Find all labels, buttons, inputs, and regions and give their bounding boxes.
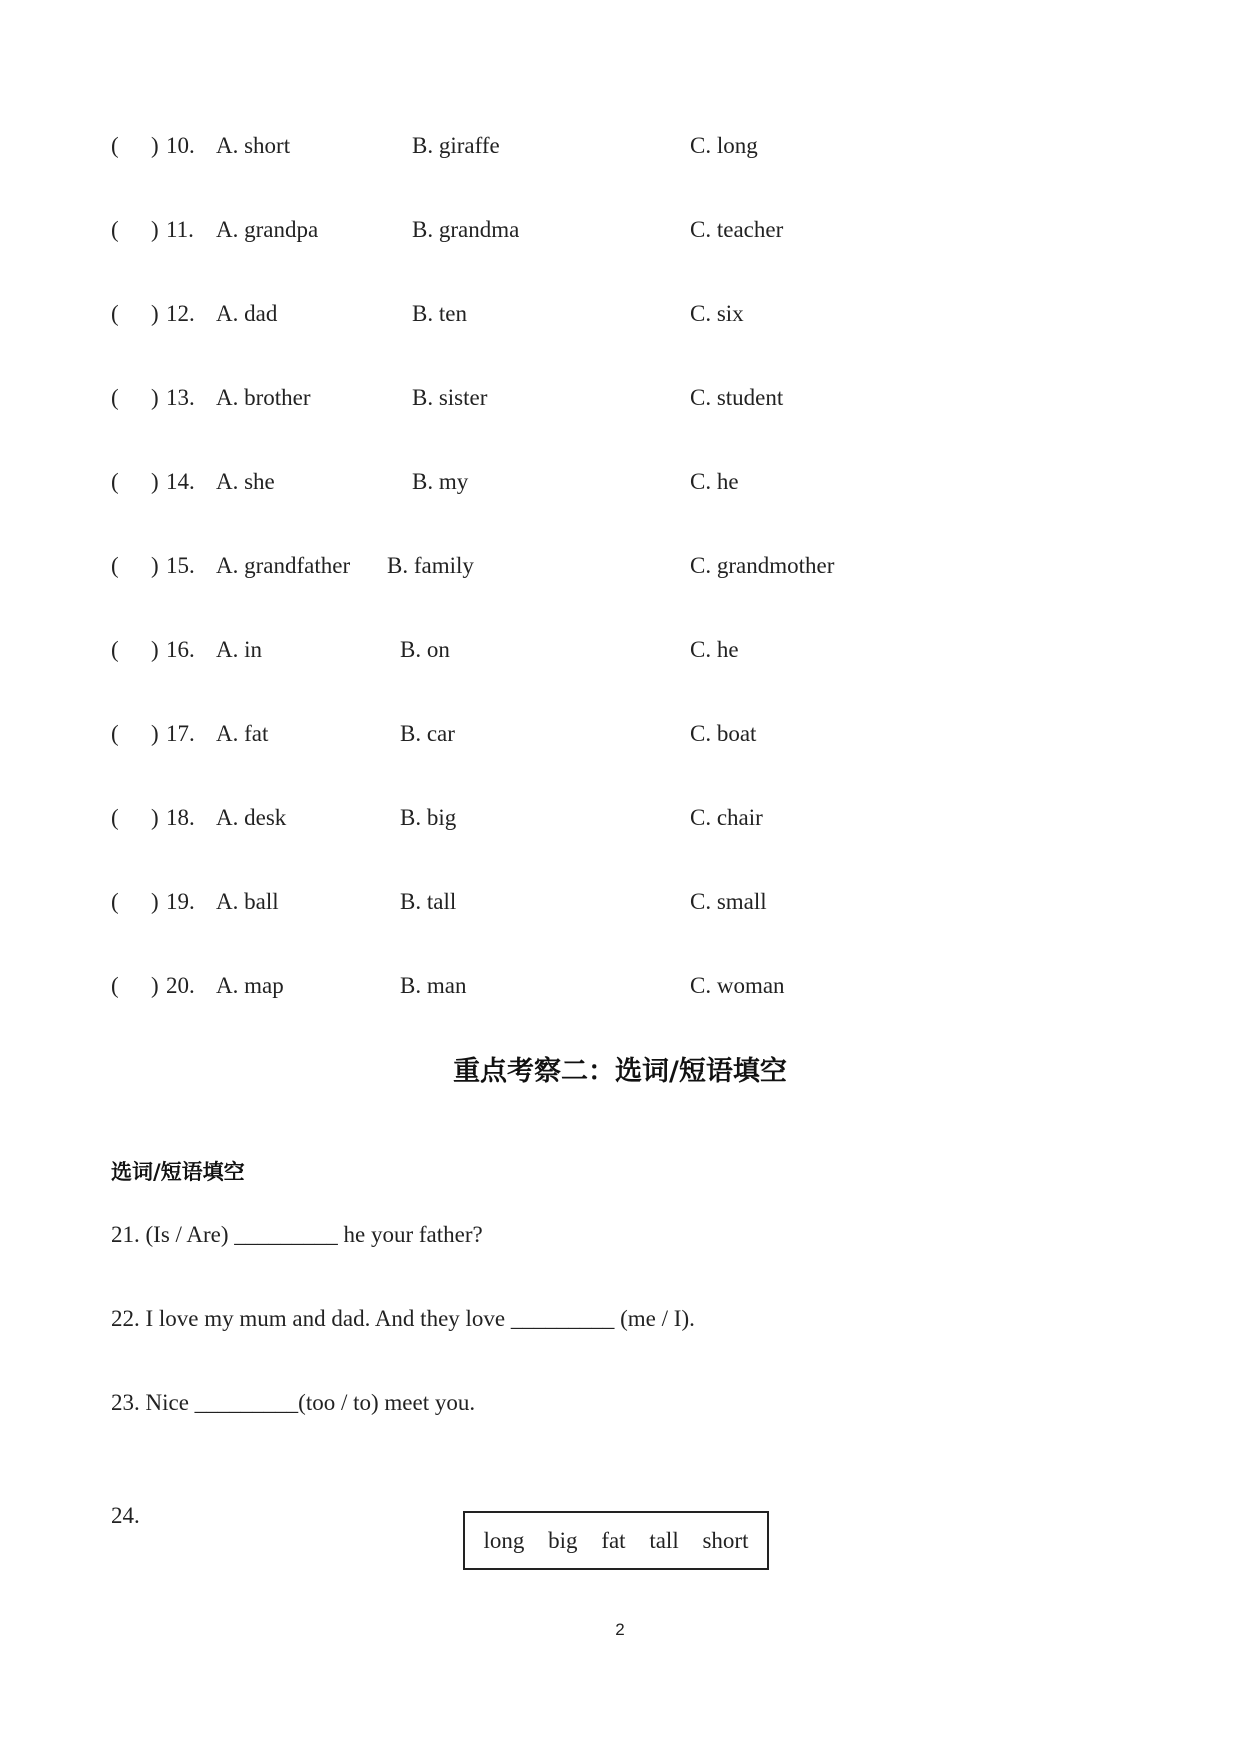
option-a: A. map <box>216 973 284 998</box>
question-number: 17. <box>166 721 195 746</box>
answer-paren-open: ( <box>111 385 119 410</box>
sub-title: 选词/短语填空 <box>111 1160 245 1184</box>
answer-paren-close: ) <box>151 133 159 158</box>
option-c: C. chair <box>690 805 763 830</box>
fill-question-21: 21. (Is / Are) _________ he your father? <box>111 1222 483 1247</box>
question-number: 18. <box>166 805 195 830</box>
question-row-18 <box>0 798 1240 838</box>
question-row-16 <box>0 630 1240 670</box>
option-b: B. car <box>400 721 455 746</box>
option-c: C. he <box>690 469 739 494</box>
word-bank-item: fat <box>601 1528 626 1553</box>
question-row-12 <box>0 294 1240 334</box>
option-a: A. she <box>216 469 275 494</box>
answer-paren-open: ( <box>111 553 119 578</box>
option-a: A. brother <box>216 385 311 410</box>
answer-paren-close: ) <box>151 301 159 326</box>
question-number: 13. <box>166 385 195 410</box>
fill-question-24: 24. <box>111 1503 140 1528</box>
option-c: C. six <box>690 301 744 326</box>
question-number: 11. <box>166 217 194 242</box>
option-c: C. boat <box>690 721 757 746</box>
answer-paren-close: ) <box>151 721 159 746</box>
answer-paren-open: ( <box>111 469 119 494</box>
question-row-17 <box>0 714 1240 754</box>
option-b: B. grandma <box>412 217 520 242</box>
option-a: A. fat <box>216 721 269 746</box>
question-row-13 <box>0 378 1240 418</box>
section-title: 重点考察二：选词/短语填空 <box>453 1056 787 1087</box>
question-row-10 <box>0 126 1240 166</box>
question-row-11 <box>0 210 1240 250</box>
option-b: B. big <box>400 805 457 830</box>
question-number: 10. <box>166 133 195 158</box>
word-bank-item: tall <box>649 1528 679 1553</box>
option-c: C. long <box>690 133 758 158</box>
answer-paren-close: ) <box>151 889 159 914</box>
question-number: 20. <box>166 973 195 998</box>
question-row-15 <box>0 546 1240 586</box>
option-a: A. ball <box>216 889 279 914</box>
answer-paren-close: ) <box>151 469 159 494</box>
option-b: B. sister <box>412 385 488 410</box>
option-c: C. student <box>690 385 784 410</box>
option-b: B. man <box>400 973 467 998</box>
question-number: 16. <box>166 637 195 662</box>
answer-paren-open: ( <box>111 133 119 158</box>
answer-paren-close: ) <box>151 217 159 242</box>
option-a: A. grandfather <box>216 553 351 578</box>
option-b: B. on <box>400 637 450 662</box>
answer-paren-close: ) <box>151 553 159 578</box>
option-a: A. short <box>216 133 291 158</box>
fill-question-23: 23. Nice _________(too / to) meet you. <box>111 1390 476 1415</box>
option-c: C. woman <box>690 973 785 998</box>
option-c: C. grandmother <box>690 553 835 578</box>
option-b: B. family <box>387 553 474 578</box>
option-b: B. tall <box>400 889 457 914</box>
question-number: 14. <box>166 469 195 494</box>
word-bank-item: short <box>702 1528 749 1553</box>
option-a: A. in <box>216 637 262 662</box>
answer-paren-close: ) <box>151 385 159 410</box>
answer-paren-open: ( <box>111 805 119 830</box>
answer-paren-open: ( <box>111 217 119 242</box>
option-b: B. giraffe <box>412 133 500 158</box>
option-b: B. ten <box>412 301 467 326</box>
answer-paren-open: ( <box>111 637 119 662</box>
option-c: C. small <box>690 889 767 914</box>
question-number: 12. <box>166 301 195 326</box>
answer-paren-close: ) <box>151 637 159 662</box>
option-c: C. he <box>690 637 739 662</box>
question-row-19 <box>0 882 1240 922</box>
answer-paren-close: ) <box>151 805 159 830</box>
answer-paren-close: ) <box>151 973 159 998</box>
answer-paren-open: ( <box>111 721 119 746</box>
word-bank-item: big <box>548 1528 578 1553</box>
word-bank-box <box>463 1511 769 1570</box>
option-b: B. my <box>412 469 469 494</box>
question-number: 15. <box>166 553 195 578</box>
answer-paren-open: ( <box>111 889 119 914</box>
answer-paren-open: ( <box>111 301 119 326</box>
option-c: C. teacher <box>690 217 784 242</box>
question-number: 19. <box>166 889 195 914</box>
option-a: A. grandpa <box>216 217 319 242</box>
question-row-14 <box>0 462 1240 502</box>
option-a: A. dad <box>216 301 278 326</box>
question-row-20 <box>0 966 1240 1006</box>
option-a: A. desk <box>216 805 287 830</box>
fill-question-22: 22. I love my mum and dad. And they love _________ (me / I). <box>111 1306 695 1331</box>
word-bank-item: long <box>483 1528 525 1553</box>
answer-paren-open: ( <box>111 973 119 998</box>
page-number: 2 <box>615 1620 625 1639</box>
